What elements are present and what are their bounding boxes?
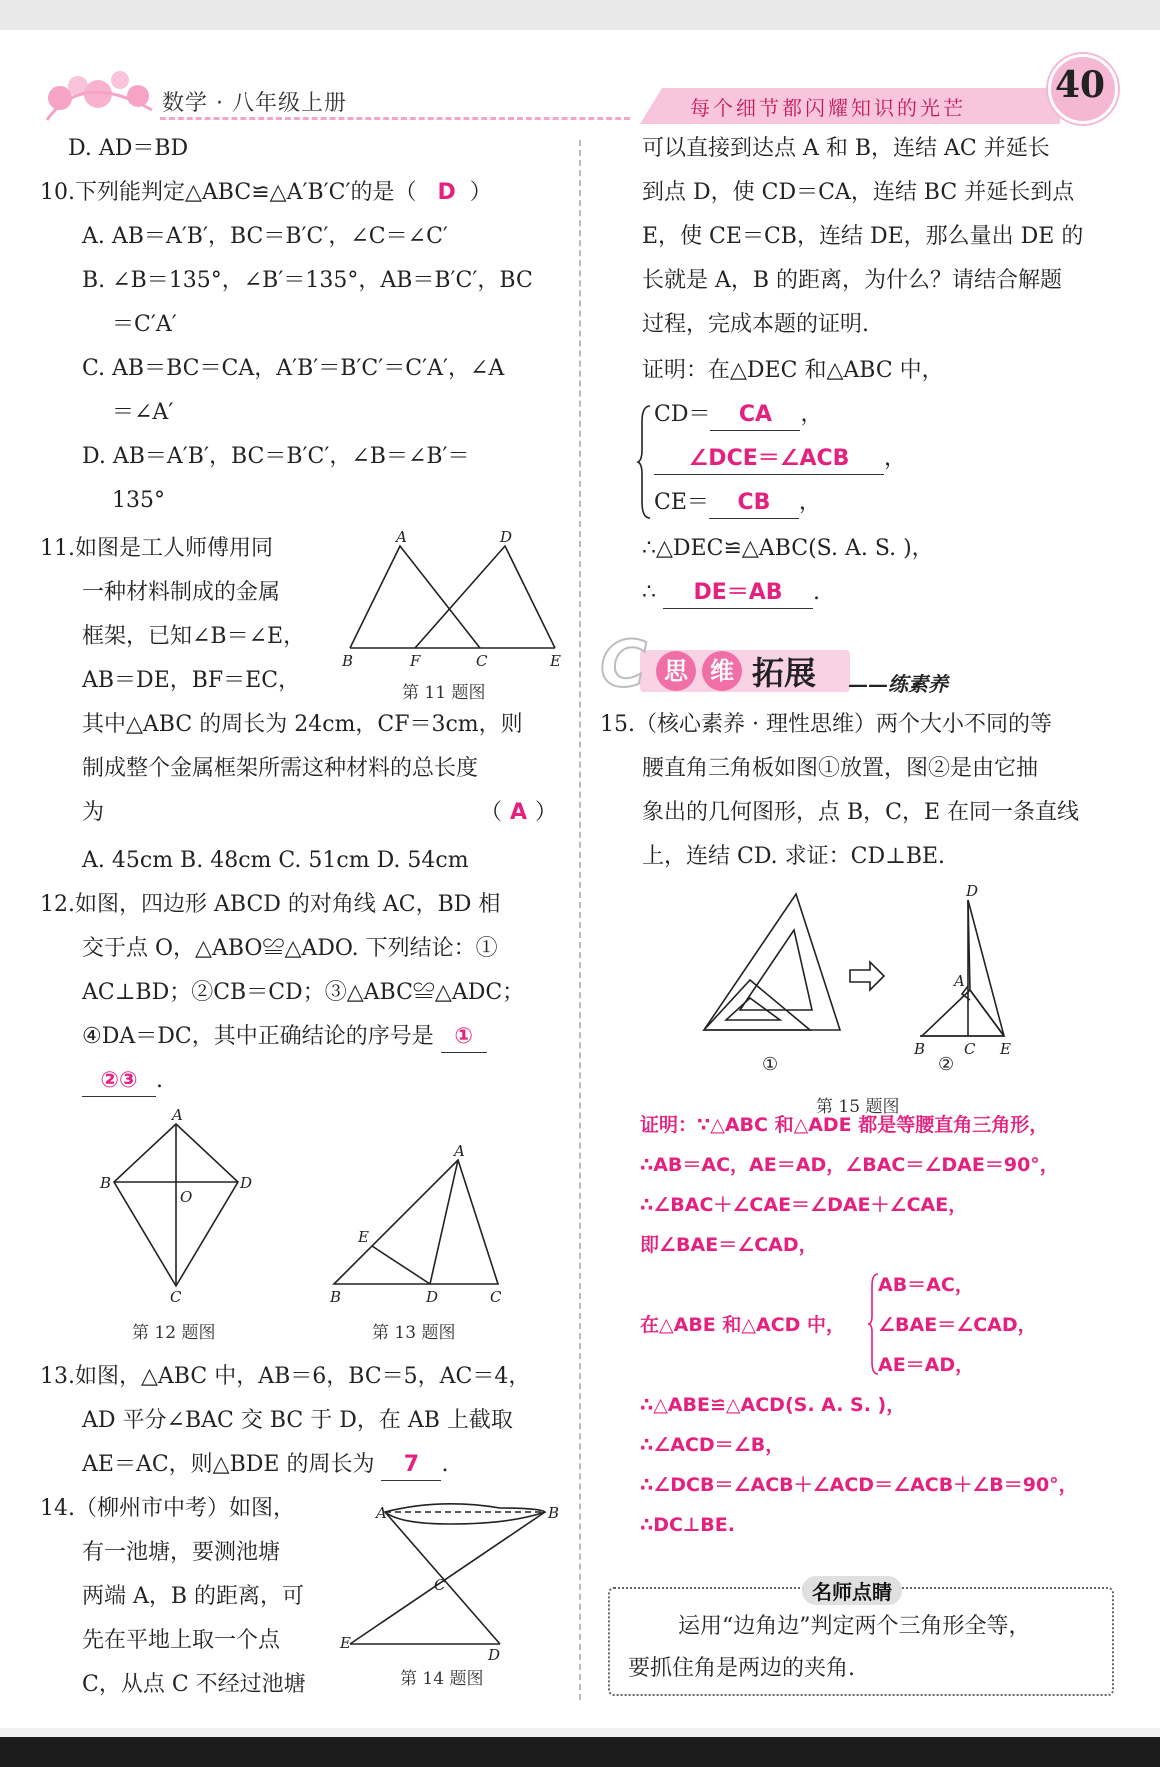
q15-fig1-label: ① [762, 1054, 779, 1075]
q14-brace [638, 402, 654, 522]
q10-stem [40, 178, 492, 208]
q14-cond3-answer: CB [709, 488, 799, 519]
q15-proof-line-3: ∴∠BAC＋∠CAE＝∠DAE＋∠CAE， [640, 1194, 968, 1216]
q11-label-a: A [396, 528, 407, 546]
q12-answer-2: ②③ [82, 1066, 156, 1097]
q13-label-c: C [490, 1288, 502, 1306]
q15-proof-cond-3: AE＝AD， [878, 1354, 975, 1376]
q13-text-1: 如图，△ABC 中，AB＝6，BC＝5，AC＝4， [75, 1364, 531, 1389]
q15-text-1: （核心素养 · 理性思维）两个大小不同的等 [635, 712, 1052, 737]
q15-figure [700, 882, 1030, 1070]
q13-end: . [441, 1452, 449, 1477]
q11-label-b: B [342, 652, 354, 670]
q15-label-b: B [914, 1040, 926, 1058]
q14-line-be [350, 1512, 545, 1644]
q15-number: 15. [600, 712, 635, 737]
q12-label-b: B [100, 1174, 112, 1192]
q14-final-line [642, 578, 820, 609]
q11-answer: A [510, 800, 528, 825]
q14-line-2: 有一池塘，要测池塘 [82, 1540, 281, 1565]
q15-proof-line-2: ∴AB＝AC，AE＝AD，∠BAC＝∠DAE＝90°， [640, 1154, 1059, 1176]
q14-line-1 [40, 1494, 295, 1524]
q14-right-line-3: E，使 CE＝CB，连结 DE，那么量出 DE 的 [642, 224, 1084, 249]
q13-label-b: B [330, 1288, 342, 1306]
q11-label-f: F [410, 652, 421, 670]
q12-label-a: A [172, 1106, 183, 1124]
q10-number: 10. [40, 180, 75, 205]
q14-label-b: B [548, 1504, 560, 1522]
viewer-top-bar [0, 0, 1160, 30]
q14-right-line-2: 到点 D，使 CD＝CA，连结 BC 并延长到点 [642, 180, 1075, 205]
q13-triangle-abc [334, 1160, 498, 1284]
q15-line-4: 上，连结 CD. 求证：CD⊥BE. [642, 844, 946, 869]
q15-fig2-label: ② [938, 1054, 955, 1075]
q12-line-1 [40, 890, 500, 920]
q11-line-6: 制成整个金属框架所需这种材料的总长度 [82, 756, 479, 781]
q13-text-3: AE＝AC，则△BDE 的周长为 [82, 1452, 375, 1477]
q9-option-d: D. AD＝BD [68, 136, 189, 161]
arrow-right-icon [850, 962, 884, 990]
q11-label-c: C [476, 652, 488, 670]
q15-proof-line-8: ∴∠DCB＝∠ACB＋∠ACD＝∠ACB＋∠B＝90°， [640, 1474, 1078, 1496]
q12-label-c: C [170, 1288, 182, 1306]
q15-label-d: D [966, 882, 979, 900]
q14-label-c: C [434, 1576, 446, 1594]
q14-text-1: （柳州市中考）如图， [75, 1496, 296, 1521]
q15-label-a: A [954, 972, 965, 990]
tip-title: 名师点睛 [802, 1576, 902, 1605]
q13-label-a: A [454, 1142, 465, 1160]
flower-ornament-icon [42, 50, 162, 130]
q14-cond1-comma: ， [800, 402, 823, 427]
column-divider [579, 140, 581, 1700]
q10-option-b: B. ∠B＝135°，∠B′＝135°，AB＝B′C′，BC [82, 268, 533, 293]
q12-answer-1: ① [441, 1022, 487, 1053]
q15-proof-line-5: 在△ABE 和△ACD 中， [640, 1314, 846, 1336]
q13-line-1 [40, 1362, 530, 1392]
q14-cond2-answer: ∠DCE＝∠ACB [654, 444, 884, 475]
q11-line-3: 框架，已知∠B＝∠E， [82, 624, 306, 649]
q14-cond1-prefix: CD＝ [654, 402, 711, 427]
q14-conclusion: ∴△DEC≌△ABC(S. A. S. )， [642, 536, 934, 561]
header-dashed-line [160, 117, 630, 120]
q11-line-2: 一种材料制成的金属 [82, 580, 281, 605]
q14-brace-path [638, 406, 650, 518]
q14-final-end: . [813, 580, 820, 605]
q14-therefore: ∴ [642, 580, 656, 605]
q14-cond3-prefix: CE＝ [654, 490, 709, 515]
q14-proof-intro: 证明：在△DEC 和△ABC 中， [642, 358, 944, 383]
q14-cond2-comma: ， [884, 446, 907, 471]
q14-cond3-comma: ， [798, 490, 821, 515]
q15-figure-caption: 第 15 题图 [816, 1097, 900, 1117]
q15-label-c: C [964, 1040, 976, 1058]
section-c-subtitle: ——练素养 [848, 672, 948, 696]
q11-paren-open: （ [480, 800, 503, 825]
q14-condition-3 [654, 488, 821, 519]
q14-right-line-4: 长就是 A，B 的距离，为什么？请结合解题 [642, 268, 1063, 293]
q14-label-e: E [340, 1634, 351, 1652]
q10-option-c: C. AB＝BC＝CA，A′B′＝B′C′＝C′A′，∠A [82, 356, 505, 381]
tip-line-1: 运用“边角边”判定两个三角形全等， [678, 1614, 1031, 1639]
q11-text-1: 如图是工人师傅用同 [75, 536, 274, 561]
q12-end: . [156, 1068, 163, 1093]
q10-stem-text: 下列能判定△ABC≌△A′B′C′的是（ [75, 180, 417, 205]
q13-line-3 [82, 1450, 448, 1481]
tip-line-2: 要抓住角是两边的夹角. [628, 1656, 855, 1681]
q14-figure [340, 1494, 570, 1664]
q12-line-4 [82, 1022, 487, 1053]
section-c-letter: C [600, 628, 647, 702]
q15-fig2-triangle-abc [920, 990, 1004, 1036]
q15-proof-cond-1: AB＝AC， [878, 1274, 974, 1296]
q14-pond [385, 1504, 545, 1524]
q15-proof-line-6: ∴△ABE≌△ACD(S. A. S. )， [640, 1394, 906, 1416]
q14-number: 14. [40, 1496, 75, 1521]
q15-line-2: 腰直角三角板如图①放置，图②是由它抽 [642, 756, 1039, 781]
q11-label-e: E [550, 652, 561, 670]
q11-label-d: D [500, 528, 513, 546]
q14-right-line-5: 过程，完成本题的证明. [642, 312, 869, 337]
q12-figure-caption: 第 12 题图 [132, 1323, 216, 1343]
q11-figure-caption: 第 11 题图 [402, 683, 486, 703]
q10-option-b-cont: ＝C′A′ [112, 312, 177, 337]
q13-figure-caption: 第 13 题图 [372, 1323, 456, 1343]
q15-proof-cond-2: ∠BAE＝∠CAD， [878, 1314, 1037, 1336]
q12-text-4: ④DA＝DC，其中正确结论的序号是 [82, 1024, 434, 1049]
page-number: 40 [1054, 64, 1106, 106]
q14-line-5: C，从点 C 不经过池塘 [82, 1672, 306, 1697]
q14-cond1-answer: CA [710, 400, 800, 431]
q14-label-d: D [488, 1646, 501, 1664]
q14-right-line-1: 可以直接到达点 A 和 B，连结 AC 并延长 [642, 136, 1050, 161]
q14-condition-2 [654, 444, 906, 475]
q14-figure-caption: 第 14 题图 [400, 1669, 484, 1689]
q13-segment-ad [430, 1160, 458, 1284]
q10-answer: D [437, 180, 456, 205]
q15-fig2-triangle-ade [968, 900, 1004, 1036]
q11-options: A. 45cm B. 48cm C. 51cm D. 54cm [82, 848, 469, 873]
q13-label-d: D [426, 1288, 439, 1306]
q13-figure [330, 1142, 510, 1306]
q10-option-a: A. AB＝A′B′，BC＝B′C′，∠C＝∠C′ [82, 224, 448, 249]
q11-line-4: AB＝DE，BF＝EC， [82, 668, 301, 693]
book-title: 数学 · 八年级上册 [162, 91, 347, 116]
q11-paren-close: ） [535, 800, 558, 825]
q10-option-d: D. AB＝A′B′，BC＝B′C′，∠B＝∠B′＝ [82, 444, 470, 469]
q14-line-3: 两端 A，B 的距离，可 [82, 1584, 305, 1609]
section-c-char-2: 维 [702, 651, 742, 691]
q12-line-3: AC⊥BD；②CB＝CD；③△ABC≌△ADC； [82, 980, 525, 1005]
q15-proof-line-9: ∴DC⊥BE. [640, 1514, 735, 1536]
q12-line-2: 交于点 O，△ABO≌△ADO. 下列结论：① [82, 936, 498, 961]
q10-option-d-cont: 135° [112, 488, 165, 513]
q12-label-d: D [240, 1174, 253, 1192]
q15-line-1 [600, 710, 1052, 740]
q11-answer-paren [480, 798, 557, 828]
header-slogan: 每个细节都闪耀知识的光芒 [690, 96, 966, 120]
q11-number: 11. [40, 536, 75, 561]
q15-proof-line-7: ∴∠ACD＝∠B， [640, 1434, 785, 1456]
q11-line-5: 其中△ABC 的周长为 24cm，CF＝3cm，则 [82, 712, 523, 737]
q14-condition-1 [654, 400, 823, 431]
q15-label-e: E [1000, 1040, 1011, 1058]
q10-close: ） [469, 180, 492, 205]
section-c-title: 拓展 [752, 654, 817, 692]
q10-option-c-cont: ＝∠A′ [112, 400, 174, 425]
q15-proof-line-1: 证明：∵△ABC 和△ADE 都是等腰直角三角形， [640, 1114, 1049, 1136]
q13-line-2: AD 平分∠BAC 交 BC 于 D，在 AB 上截取 [82, 1408, 513, 1433]
q11-line-7: 为 [82, 800, 105, 825]
q13-number: 13. [40, 1364, 75, 1389]
section-c-char-1: 思 [656, 651, 696, 691]
q14-final-answer: DE＝AB [663, 578, 813, 609]
q13-answer: 7 [381, 1450, 441, 1481]
q15-fig1-small-square [704, 980, 810, 1030]
q11-triangle-def [415, 546, 555, 648]
q14-line-4: 先在平地上取一个点 [82, 1628, 281, 1653]
q15-fig1-small-inner [726, 998, 780, 1020]
q11-line-1 [40, 534, 273, 564]
q12-line-5 [82, 1066, 163, 1097]
q13-label-e: E [358, 1228, 369, 1246]
viewer-bottom-bar [0, 1737, 1160, 1767]
q13-segment-ed [372, 1246, 430, 1284]
q14-label-a: A [376, 1504, 387, 1522]
q15-proof-line-4: 即∠BAE＝∠CAD， [640, 1234, 818, 1256]
q12-label-o: O [180, 1188, 193, 1206]
q11-figure [340, 528, 570, 670]
q12-figure [100, 1106, 260, 1306]
q15-brace-path [868, 1274, 878, 1374]
q15-line-3: 象出的几何图形，点 B，C，E 在同一条直线 [642, 800, 1080, 825]
q12-number: 12. [40, 892, 75, 917]
q12-text-1: 如图，四边形 ABCD 的对角线 AC，BD 相 [75, 892, 501, 917]
